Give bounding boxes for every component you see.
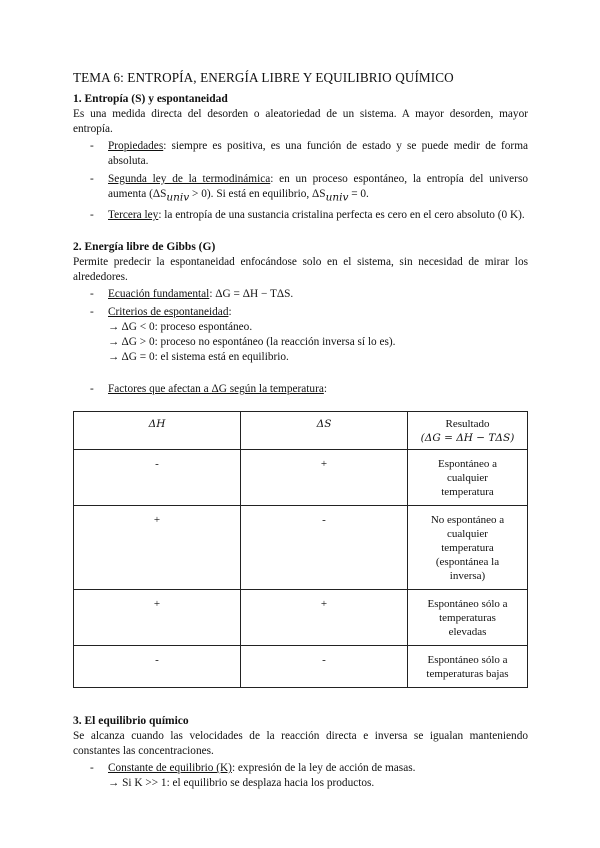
bullet-list [73,287,528,365]
item-text: : en un proceso espontáneo, la entropía del universo aumenta (ΔS [108,173,528,200]
cell-ds: + [241,590,408,646]
term: Constante de equilibrio (K) [108,762,232,775]
header-text: ΔH [148,418,166,431]
header-dh [74,412,241,450]
cell-result: No espontáneo a cualquier temperatura (espontánea la inversa) [408,506,528,590]
table-row [74,646,528,688]
gibbs-table [73,411,528,688]
equation: : ΔG = ΔH − TΔS. [209,288,294,301]
bullet-list [73,761,528,791]
item-text: = 0. [348,188,369,200]
term: Factores que afectan a ΔG según la temperatura [108,383,324,396]
list-item [108,287,528,302]
section-entropy [73,92,528,223]
item-text: : la entropía de una sustancia cristalina perfecta es cero en el cero absoluto (0 K). [158,209,525,222]
subscript: univ [325,191,349,204]
term: Segunda ley de la termodinámica [108,173,271,185]
header-text: Resultado [445,418,490,431]
list-item [108,139,528,169]
cell-dh: + [74,590,241,646]
table-row [74,506,528,590]
cell-ds: - [241,646,408,688]
term: Tercera ley [108,209,159,222]
colon: : [323,383,327,396]
cell-ds: + [241,450,408,506]
table-row [74,450,528,506]
header-ds [241,412,408,450]
section-heading: 3. El equilibrio químico [73,715,189,728]
bullet-list [73,139,528,223]
document-page [73,70,528,794]
header-formula: (ΔG = ΔH − TΔS) [420,432,515,445]
item-text: : siempre es positiva, es una función de estado y se puede medir de forma absoluta. [108,140,528,167]
paragraph: Se alcanza cuando las velocidades de la reacción directa e inversa se igualan manteniendo constantes las concentraciones. [73,730,528,758]
list-item [108,305,528,365]
cell-dh: - [74,646,241,688]
item-text: > 0). Si está en equilibrio, ΔS [189,188,326,200]
cell-dh: - [74,450,241,506]
cell-result: Espontáneo sólo a temperaturas elevadas [408,590,528,646]
term: Propiedades [108,140,164,152]
paragraph: Permite predecir la espontaneidad enfocándose solo en el sistema, sin necesidad de mirar los alrededores. [73,256,528,284]
section-heading: 2. Energía libre de Gibbs (G) [73,241,216,254]
term: Criterios de espontaneidad [108,306,229,319]
list-item [108,172,528,205]
cell-result: Espontáneo a cualquier temperatura [408,450,528,506]
table-row [74,590,528,646]
bullet-list [73,382,528,397]
header-result [408,412,528,450]
cell-ds: - [241,506,408,590]
colon: : [228,306,232,319]
section-gibbs [73,240,528,688]
term: Ecuación fundamental [108,288,210,301]
criterion: → ΔG > 0: proceso no espontáneo (la reacción inversa sí lo es). [108,336,396,349]
criterion: → ΔG = 0: el sistema está en equilibrio. [108,351,289,364]
list-item [108,382,528,397]
section-equilibrium [73,714,528,791]
criterion: → ΔG < 0: proceso espontáneo. [108,321,253,334]
header-text: ΔS [316,418,332,431]
list-item [108,208,528,223]
section-heading: 1. Entropía (S) y espontaneidad [73,93,228,105]
list-item [108,761,528,791]
document-title: TEMA 6: ENTROPÍA, ENERGÍA LIBRE Y EQUILIBRIO QUÍMICO [73,70,454,85]
table-header-row [74,412,528,450]
cell-dh: + [74,506,241,590]
cell-result: Espontáneo sólo a temperaturas bajas [408,646,528,688]
sub-point: → Si K >> 1: el equilibrio se desplaza hacia los productos. [108,777,375,790]
subscript: univ [166,191,190,204]
paragraph: Es una medida directa del desorden o aleatoriedad de un sistema. A mayor desorden, mayor entropía. [73,108,528,135]
item-text: : expresión de la ley de acción de masas. [231,762,416,775]
